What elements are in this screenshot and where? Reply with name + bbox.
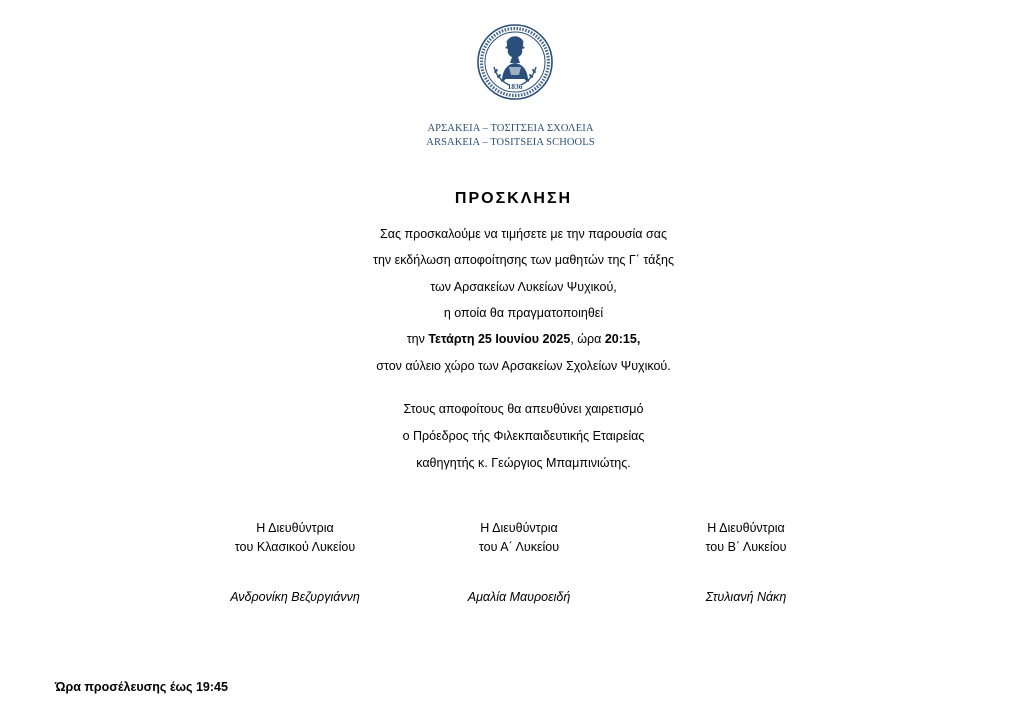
invitation-line-venue: στον αύλειο χώρο των Αρσακείων Σχολείων Ψυχικού.	[376, 359, 671, 373]
signatory-name: Ανδρονίκη Βεζυργιάννη	[230, 590, 360, 604]
signatory-role: Η Διευθύντρια	[707, 521, 785, 535]
date-prefix: την	[406, 332, 429, 346]
signatory-name: Στυλιανή Νάκη	[705, 590, 787, 604]
invitation-line-2: την εκδήλωση αποφοίτησης των μαθητών της Γ΄ τάξης	[373, 253, 674, 267]
signatory-role: Η Διευθύντρια	[256, 521, 334, 535]
event-date: Τετάρτη 25 Ιουνίου 2025	[428, 332, 571, 346]
signatory-classical-lyceum	[175, 519, 415, 607]
school-name-greek: ΑΡΣΑΚΕΙΑ – ΤΟΣΙΤΣΕΙΑ ΣΧΟΛΕΙΑ	[427, 123, 594, 134]
seal-year: 1836	[507, 82, 523, 91]
arrival-time-note: Ώρα προσέλευσης έως 19:45	[55, 680, 228, 694]
signatory-school: του Α΄ Λυκείου	[478, 540, 560, 554]
invitation-line-3: των Αρσακείων Λυκείων Ψυχικού,	[430, 280, 617, 294]
signatory-b-lyceum	[626, 519, 866, 607]
signatory-name: Αμαλία Μαυροειδή	[467, 590, 571, 604]
invitation-line-1: Σας προσκαλούμε να τιμήσετε με την παρουσία σας	[380, 227, 667, 241]
signatory-school: του Β΄ Λυκείου	[705, 540, 787, 554]
event-time: 20:15,	[604, 332, 641, 346]
signatory-role: Η Διευθύντρια	[480, 521, 558, 535]
greeting-line-1: Στους αποφοίτους θα απευθύνει χαιρετισμό	[403, 402, 644, 416]
school-seal-logo	[476, 23, 554, 115]
invitation-line-4: η οποία θα πραγματοποιηθεί	[443, 306, 604, 320]
time-prefix: , ώρα	[570, 332, 605, 346]
greeting-line-2: ο Πρόεδρος τής Φιλεκπαιδευτικής Εταιρείας	[402, 429, 645, 443]
invitation-line-date	[0, 331, 1027, 347]
school-name-english: ARSAKEIA – TOSITSEIA SCHOOLS	[426, 137, 595, 148]
signatory-school: του Κλασικού Λυκείου	[234, 540, 356, 554]
greeting-line-3: καθηγητής κ. Γεώργιος Μπαμπινιώτης.	[416, 456, 631, 470]
signatory-a-lyceum	[399, 519, 639, 607]
invitation-title: ΠΡΟΣΚΛΗΣΗ	[454, 190, 573, 207]
